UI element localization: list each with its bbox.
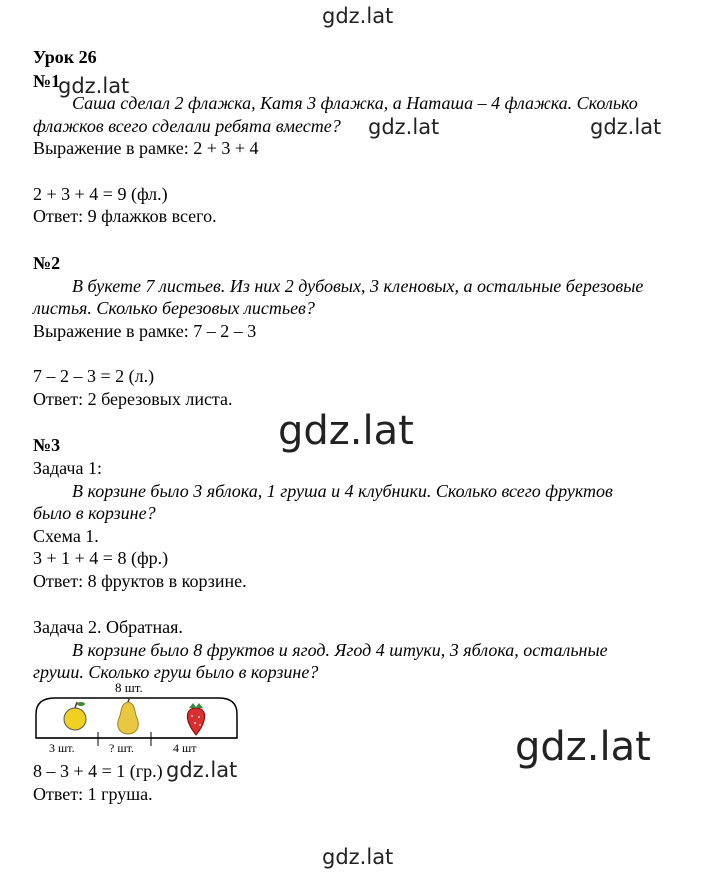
expression-text: Выражение в рамке: 2 + 3 + 4 <box>33 138 259 158</box>
apple-icon <box>64 702 86 730</box>
strawberry-icon <box>187 703 204 735</box>
watermark: gdz.lat <box>322 4 394 28</box>
problem-text: листья. Сколько березовых листьев? <box>33 298 315 318</box>
watermark: gdz.lat <box>58 74 130 98</box>
expression-text: Выражение в рамке: 7 – 2 – 3 <box>33 321 257 341</box>
problem-text: В букете 7 листьев. Из них 2 дубовых, 3 кленовых, а остальные березовые <box>72 276 644 296</box>
scheme-berries-label: 4 шт <box>173 741 197 755</box>
task-number: №2 <box>33 253 61 273</box>
scheme-pears-label: ? шт. <box>109 741 134 755</box>
solution-text: 3 + 1 + 4 = 8 (фр.) <box>33 548 169 568</box>
problem-text: В корзине было 3 яблока, 1 груша и 4 клубники. Сколько всего фруктов <box>72 481 613 501</box>
scheme-apples-label: 3 шт. <box>49 741 75 755</box>
answer-text: Ответ: 9 флажков всего. <box>33 206 217 226</box>
watermark: gdz.lat <box>590 115 662 139</box>
task-number: №1 <box>33 71 61 91</box>
fruit-scheme-diagram <box>33 680 243 755</box>
watermark: gdz.lat <box>278 408 414 454</box>
lesson-title: Урок 26 <box>33 47 97 67</box>
watermark: gdz.lat <box>368 115 440 139</box>
solution-text: 2 + 3 + 4 = 9 (фл.) <box>33 184 168 204</box>
problem-text: было в корзине? <box>33 503 156 523</box>
task-number: №3 <box>33 435 61 455</box>
problem-text: Саша сделал 2 флажка, Катя 3 флажка, а Наташа – 4 флажка. Сколько <box>72 93 638 113</box>
solution-text: 8 – 3 + 4 = 1 (гр.) <box>33 761 163 781</box>
scheme-total-label: 8 шт. <box>115 680 143 695</box>
subtask-title: Задача 2. Обратная. <box>33 617 183 637</box>
answer-text: Ответ: 2 березовых листа. <box>33 389 233 409</box>
problem-text: груши. Сколько груш было в корзине? <box>33 662 319 682</box>
subtask-title: Задача 1: <box>33 458 102 478</box>
problem-text: флажков всего сделали ребята вместе? <box>33 116 341 136</box>
scheme-label: Схема 1. <box>33 526 99 546</box>
problem-text: В корзине было 8 фруктов и ягод. Ягод 4 штуки, 3 яблока, остальные <box>72 640 608 660</box>
solution-text: 7 – 2 – 3 = 2 (л.) <box>33 366 155 386</box>
watermark: gdz.lat <box>322 845 394 869</box>
answer-text: Ответ: 1 груша. <box>33 784 153 804</box>
watermark: gdz.lat <box>515 724 651 770</box>
pear-icon <box>118 697 139 734</box>
watermark: gdz.lat <box>166 758 238 782</box>
answer-text: Ответ: 8 фруктов в корзине. <box>33 571 247 591</box>
